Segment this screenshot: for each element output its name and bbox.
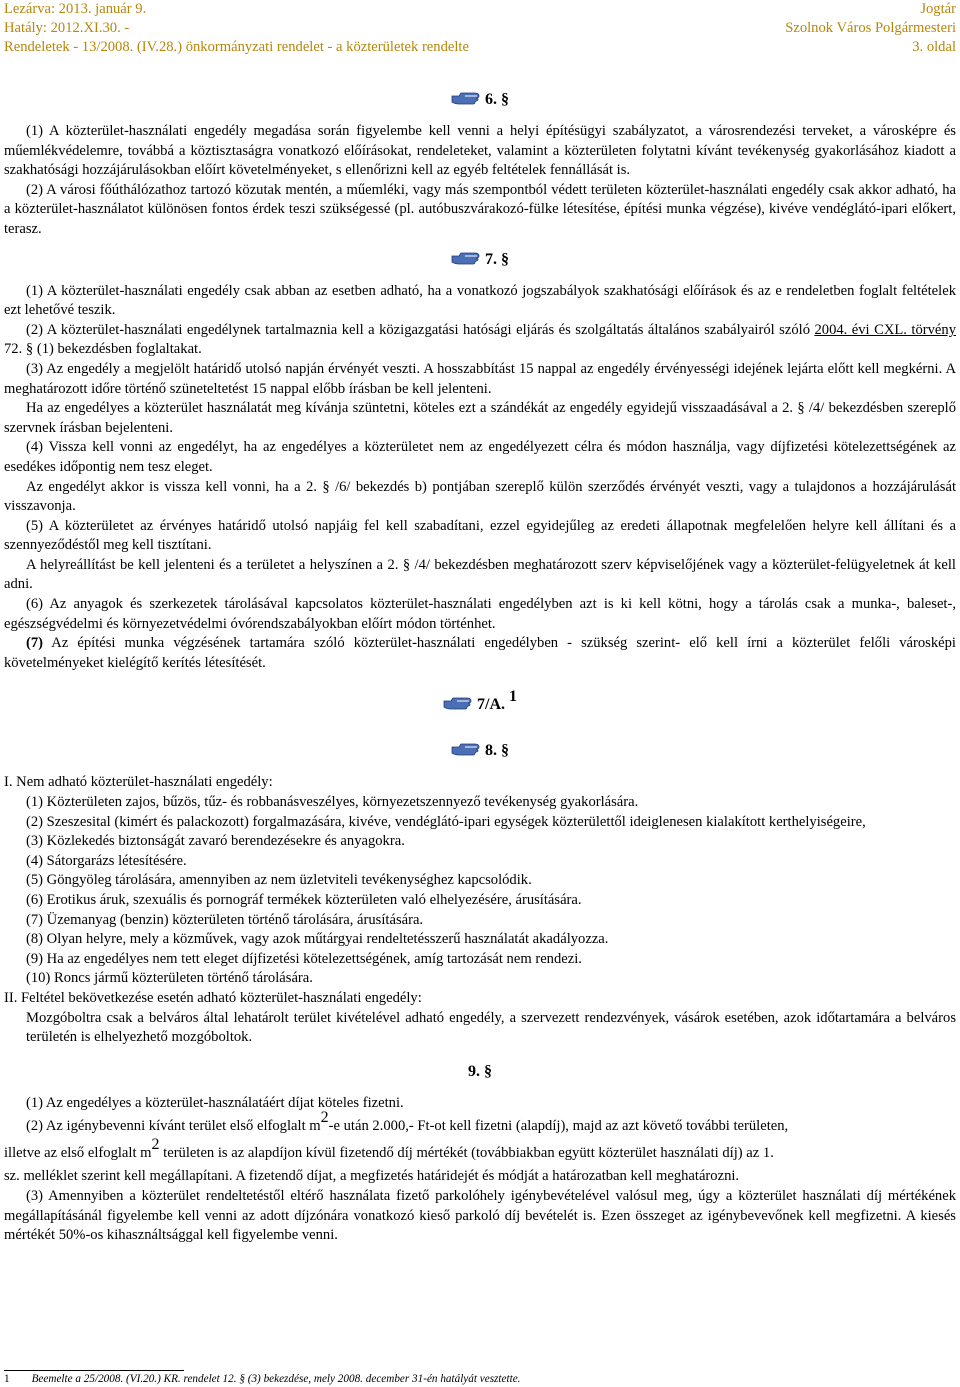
footnote-divider — [4, 1370, 184, 1371]
source-name: Jogtár — [920, 1, 956, 17]
s7-paragraph-1: (1) A közterület-használati engedély csak abban az esetben adható, ha a vonatkozó jogszabályok szakhatósági előírások és az e rendeletben foglalt feltételek ezt lehetővé teszik. — [4, 282, 956, 319]
list-item: (9) Ha az engedélyes nem tett eleget díjfizetési kötelezettségének, amíg tartozását nem rendezi. — [26, 950, 582, 967]
pointing-hand-icon[interactable] — [443, 696, 473, 710]
footnote-number: 1 — [4, 1373, 10, 1385]
document-title: Rendeletek - 13/2008. (IV.28.) önkormányzati rendelet - a közterületek rendelte — [4, 39, 469, 55]
page-number: 3. oldal — [912, 39, 956, 55]
section-6-title: 6. § — [485, 91, 509, 108]
s7-paragraph-7: (7) Az építési munka végzésének tartamára szóló közterület-használati engedélyben - szükség szerint- elő kell írni a közterület felőli városképi követelményeket kielégítő kerítés létesítését. — [4, 635, 956, 671]
list-item: (1) Közterületen zajos, bűzös, tűz- és robbanásveszélyes, környezetszennyező tevékenység gyakorlására. — [26, 794, 639, 811]
closing-date: Lezárva: 2013. január 9. — [4, 1, 147, 17]
effective-date: Hatály: 2012.XI.30. - — [4, 20, 130, 36]
document-body — [4, 88, 956, 1246]
s7-paragraph-6: (6) Az anyagok és szerkezetek tárolásával kapcsolatos közterület-használati engedélyben azt is ki kell kötni, hogy a tárolás csak a munka-, baleset-, egészségvédelmi és környezetvédelmi óvórendszabályokban előírt módon történhet. — [4, 596, 956, 632]
s8-heading-1: I. Nem adható közterület-használati engedély: — [4, 774, 273, 791]
header-right — [785, 0, 956, 57]
list-item: (4) Sátorgarázs létesítésére. — [26, 852, 187, 869]
s6-paragraph-2: (2) A városi főúthálózathoz tartozó közutak mentén, a műemléki, vagy más szempontból védett területen közterület-használati engedély csak akkor adható, ha a közterület-használatot különösen fontos érdek teszi szükségessé (pl. autóbuszvárakozó-fülke létesítése, építési munka végzése), kivéve vendéglátó-ipari előkert, terasz. — [4, 181, 956, 237]
issuer-name: Szolnok Város Polgármesteri — [785, 20, 956, 36]
s7-paragraph-3: (3) Az engedély a megjelölt határidő utolsó napján érvényét veszti. A hosszabbítást 15 nappal az engedély érvényességi idejének lejárta előtt kell megkérni. A meghatározott időre történő szüneteltetést 15 nappal előbb írásban be kell jelenteni. — [4, 360, 956, 397]
list-item: (3) Közlekedés biztonságát zavaró berendezésekre és anyagokra. — [26, 833, 405, 850]
list-item: (6) Erotikus áruk, szexuális és pornográf termékek közterületen való elhelyezésére, árusítására. — [26, 892, 582, 908]
section-6-heading[interactable] — [4, 88, 956, 112]
s7-paragraph-2: (2) A közterület-használati engedélynek tartalmaznia kell a közigazgatási hatósági eljárás és szolgáltatás általános szabályairól szóló 2004. évi CXL. törvény 72. § (1) bekezdésben foglaltakat. — [4, 321, 956, 358]
footnote-text: Beemelte a 25/2008. (VI.20.) KR. rendelet 12. § (3) bekezdése, mely 2008. december 31-én hatályát vesztette. — [31, 1373, 521, 1385]
list-item: (8) Olyan helyre, mely a közművek, vagy azok műtárgyai rendeltetésszerű használatát akadályozza. — [26, 931, 609, 948]
section-7a-title: 7/A. — [477, 696, 505, 714]
section-8-heading[interactable] — [4, 739, 956, 763]
s9-paragraph-2-cont: illetve az első elfoglalt m2 területen is az alapdíjon kívül fizetendő díj mértékét (továbbiakban együtt közterület használati díj) az 1. — [4, 1136, 774, 1162]
list-item: (7) Üzemanyag (benzin) közterületen történő tárolására, árusítására. — [26, 911, 424, 928]
page-header — [0, 0, 960, 60]
s7-paragraph-4b: Az engedélyt akkor is vissza kell vonni, ha a 2. § /6/ bekezdés b) pontjában szereplő külön szerződés érvényét veszti, vagy a tulajdonos a hozzájárulását visszavonja. — [4, 478, 956, 515]
s7-paragraph-5b: A helyreállítást be kell jelenteni és a területet a helyszínen a 2. § /4/ bekezdésben meghatározott szerv képviselőjének vagy a közterület-felügyeletnek át kell adni. — [4, 556, 956, 593]
s8-mobile-shops: Mozgóboltra csak a belváros által lehatárolt terület kivételével adható engedély, a szervezett rendezvények, vásárok esetében, azok időtartamára a belváros területén is elhelyezhető mozgóboltok. — [26, 1009, 956, 1046]
s7-paragraph-3b: Ha az engedélyes a közterület használatát meg kívánja szüntetni, köteles ezt a szándékát az engedély egyidejű visszaadásával a 2. § /4/ bekezdésben szereplő szervnek írásban bejelenteni. — [4, 400, 956, 436]
s9-paragraph-3: (3) Amennyiben a közterület rendeltetéstől eltérő használata fizető parkolóhely igénybevételével valósul meg, úgy a közterület használati díj mértékének megállapításánál figyelembe kell venni az adott díjzónára vonatkozó kieső parkoló díj bevételét is. Ezen összeget az igénybevevőnek kell megfizetni. A kiesés mértékét 50%-os kihasználtsággal kell figyelembe venni. — [4, 1187, 956, 1244]
list-item: (5) Göngyöleg tárolására, amennyiben az nem üzletviteli tevékenységhez kapcsolódik. — [26, 872, 532, 889]
list-item: (10) Roncs jármű közterületen történő tárolására. — [26, 970, 313, 987]
s8-heading-2: II. Feltétel bekövetkezése esetén adható közterület-használati engedély: — [4, 989, 422, 1006]
section-9-title: 9. § — [468, 1062, 492, 1080]
s9-paragraph-1: (1) Az engedélyes a közterület-használatáért díjat köteles fizetni. — [26, 1094, 404, 1111]
footnote-ref[interactable]: 1 — [509, 688, 517, 706]
s9-paragraph-2-end: sz. melléklet szerint kell megállapítani. A fizetendő díjat, a megfizetés határidejét és módját a határozatban kell meghatározni. — [4, 1168, 740, 1185]
section-7-title: 7. § — [485, 250, 509, 268]
s9-paragraph-2: (2) Az igénybevenni kívánt terület első elfoglalt m2-e után 2.000,- Ft-ot kell fizetni (alapdíj), majd az azt követő további területen, — [26, 1109, 789, 1135]
s7-paragraph-4: (4) Vissza kell vonni az engedélyt, ha az engedélyes a közterületet nem az engedélyezett célra és módon használja, vagy díjfizetési kötelezettségének az esedékes időpontig nem tesz eleget. — [4, 439, 956, 475]
s6-paragraph-1: (1) A közterület-használati engedély megadása során figyelembe kell venni a helyi építésügyi szabályzatot, a városrendezési terveket, a városképre és műemlékvédelemre, továbbá a köztisztaságra vonatkozó előírásokat, rendeleteket, valamint a közterületen folytatni kívánt tevékenység gyakorlásához kiadott a szakhatósági hozzájárulásokban előírt követelményeket, s ellenőrizni kell az egyéb feltételek fennállását is. — [4, 123, 956, 179]
section-7a-heading[interactable] — [4, 688, 956, 717]
section-9-heading — [4, 1060, 956, 1084]
pointing-hand-icon[interactable] — [451, 251, 481, 265]
pointing-hand-icon[interactable] — [451, 91, 481, 105]
s7-paragraph-5: (5) A közterületet az érvényes határidő utolsó napjáig fel kell szabadítani, ezzel egyidejűleg az eredeti állapotnak megfelelően helyre kell állítani és a szennyeződéstől meg kell tisztítani. — [4, 517, 956, 554]
header-left — [4, 0, 469, 57]
pointing-hand-icon[interactable] — [451, 742, 481, 756]
section-8-title: 8. § — [485, 742, 509, 760]
list-item: (2) Szeszesital (kimért és palackozott) forgalmazására, kivéve, vendéglátó-ipari egységek közterülettől ideiglenesen kialakított kerthelyiségeire, — [26, 813, 866, 830]
section-7-heading[interactable] — [4, 248, 956, 272]
footnote — [4, 1372, 520, 1386]
law-link[interactable]: 2004. évi CXL. törvény — [814, 321, 956, 338]
